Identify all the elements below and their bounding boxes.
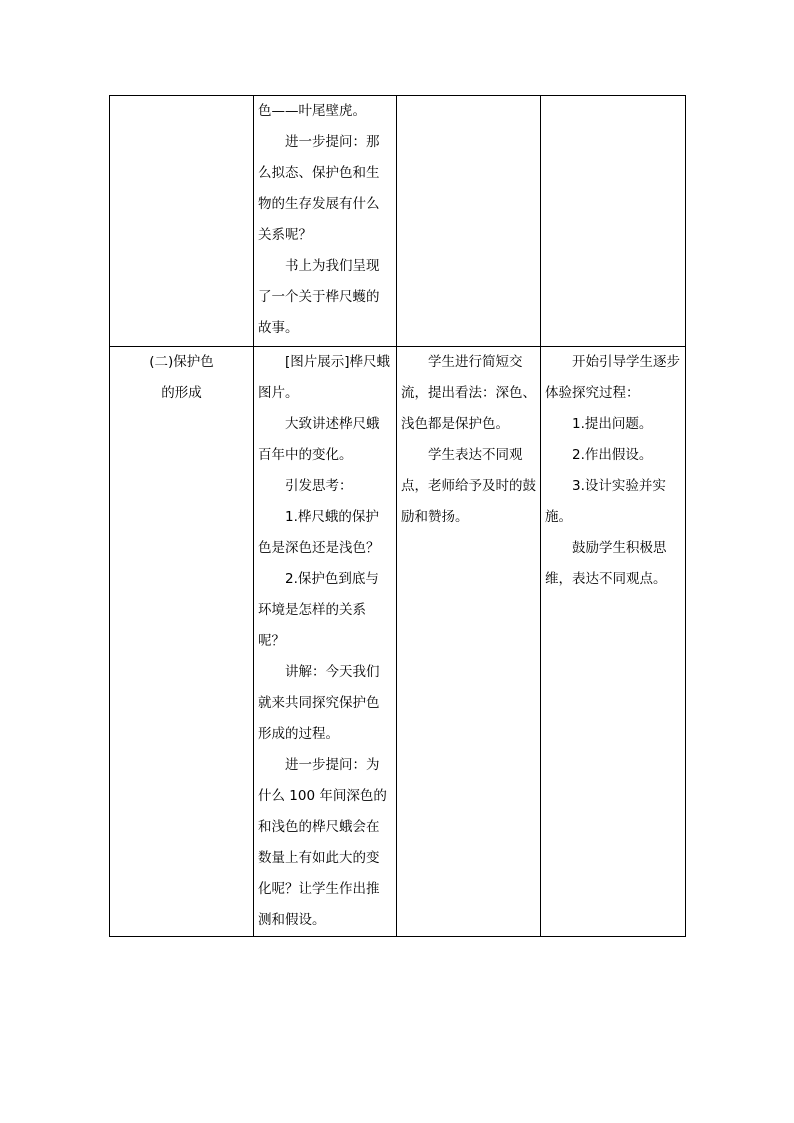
paragraph: 2.保护色到底与环境是怎样的关系呢？	[258, 571, 379, 649]
paragraph: 学生表达不同观点，老师给予及时的鼓励和赞扬。	[401, 447, 536, 525]
section-cell	[110, 347, 254, 937]
paragraph: 进一步提问：那么拟态、保护色和生物的生存发展有什么关系呢？	[258, 134, 380, 243]
paragraph: 书上为我们呈现了一个关于桦尺蠖的故事。	[258, 258, 380, 336]
paragraph: [图片展示]桦尺蛾图片。	[258, 354, 391, 401]
paragraph: 1.桦尺蛾的保护色是深色还是浅色？	[258, 509, 380, 556]
paragraph: 2.作出假设。	[572, 447, 653, 463]
section-title-line: 的形成	[161, 385, 202, 401]
paragraph: 讲解：今天我们就来共同探究保护色形成的过程。	[258, 664, 380, 742]
paragraph: 大致讲述桦尺蛾百年中的变化。	[258, 416, 380, 463]
section-title-line: (二)保护色	[149, 354, 214, 370]
student-activity-cell	[397, 96, 541, 347]
lesson-plan-table	[109, 95, 686, 937]
paragraph: 引发思考：	[285, 478, 353, 494]
section-cell	[110, 96, 254, 347]
paragraph: 进一步提问：为什么 100 年间深色的和浅色的桦尺蛾会在数量上有如此大的变化呢？让学生作出推测和假设。	[258, 757, 387, 928]
table-row	[110, 96, 686, 347]
student-activity-cell	[397, 347, 541, 937]
paragraph: 色——叶尾壁虎。	[258, 103, 366, 119]
paragraph: 学生进行简短交流，提出看法：深色、浅色都是保护色。	[401, 354, 536, 432]
paragraph: 鼓励学生积极思维，表达不同观点。	[545, 540, 667, 587]
design-intent-cell	[541, 347, 686, 937]
paragraph: 3.设计实验并实施。	[545, 478, 666, 525]
paragraph: 1.提出问题。	[572, 416, 653, 432]
teacher-activity-cell	[254, 96, 397, 347]
paragraph: 开始引导学生逐步体验探究过程：	[545, 354, 680, 401]
design-intent-cell	[541, 96, 686, 347]
table-row	[110, 347, 686, 937]
teacher-activity-cell	[254, 347, 397, 937]
